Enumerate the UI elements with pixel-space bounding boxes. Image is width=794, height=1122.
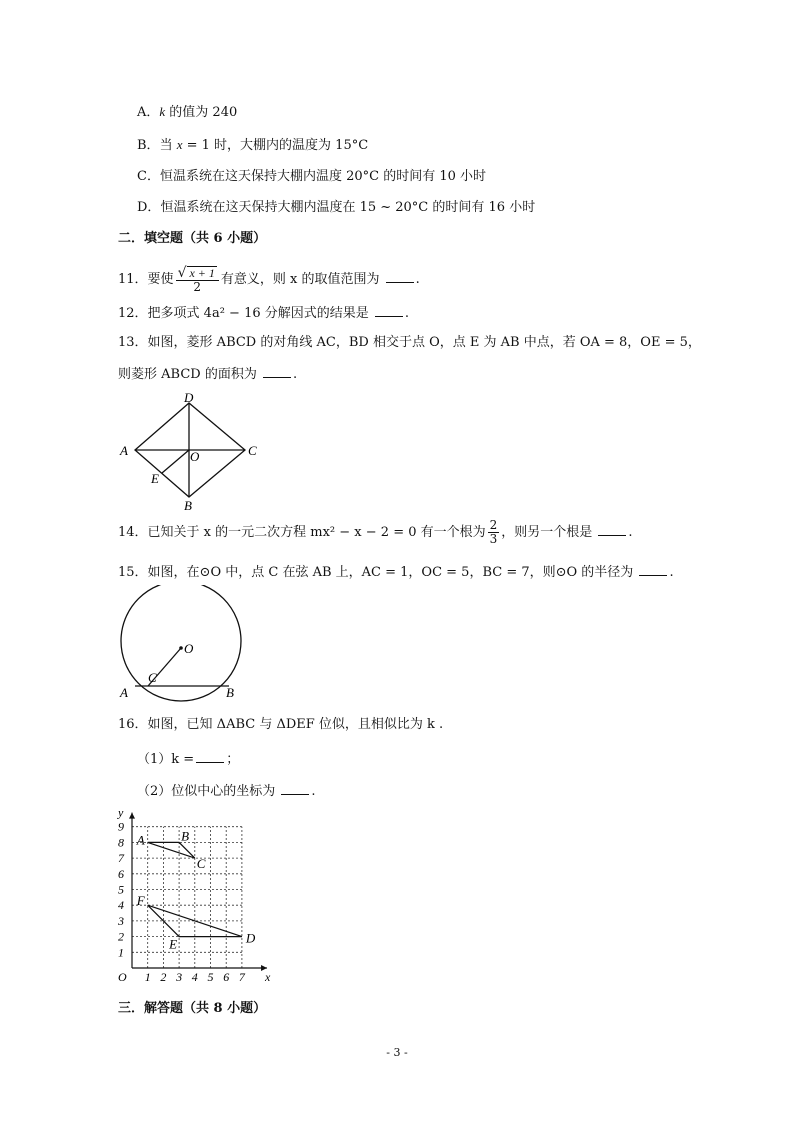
q12-answer-blank[interactable] bbox=[375, 303, 403, 317]
x-tick-label: 4 bbox=[191, 970, 198, 984]
y-tick-label: 9 bbox=[118, 819, 124, 834]
q16-part1-answer-blank[interactable] bbox=[196, 749, 224, 763]
origin-label: O bbox=[118, 970, 127, 984]
y-tick-label: 2 bbox=[118, 929, 124, 944]
label-c: C bbox=[148, 670, 157, 685]
question-16: 16．如图，已知 ΔABC 与 ΔDEF 位似，且相似比为 k . bbox=[118, 717, 444, 732]
y-tick-label: 6 bbox=[118, 866, 124, 881]
y-axis-arrow bbox=[129, 813, 135, 819]
q13-answer-blank[interactable] bbox=[263, 364, 291, 378]
y-tick-label: 1 bbox=[118, 945, 124, 960]
label-o: O bbox=[190, 449, 200, 464]
q11-answer-blank[interactable] bbox=[386, 269, 414, 283]
option-b: B．当 x = 1 时，大棚内的温度为 15°C bbox=[137, 137, 369, 153]
label-d: D bbox=[184, 390, 194, 405]
q11-fraction: $\frac{√ x + 1}{2}$ bbox=[176, 266, 219, 294]
option-a: A．k 的值为 240 bbox=[137, 104, 238, 120]
y-tick-label: 5 bbox=[118, 882, 124, 897]
label-e: E bbox=[151, 471, 159, 486]
q14-fraction: $\frac{2}{3}$ bbox=[489, 518, 498, 546]
y-tick-label: 7 bbox=[118, 851, 124, 866]
q16-part2-answer-blank[interactable] bbox=[281, 781, 309, 795]
y-tick-label: 4 bbox=[118, 898, 124, 913]
x-tick-label: 6 bbox=[223, 970, 230, 984]
q15-answer-blank[interactable] bbox=[639, 562, 667, 576]
label-o: O bbox=[184, 641, 194, 656]
question-13-line2: 则菱形 ABCD 的面积为 . bbox=[118, 364, 297, 384]
y-tick-label: 8 bbox=[118, 835, 124, 850]
point-label-f: F bbox=[136, 893, 145, 909]
coordinate-grid-figure bbox=[112, 808, 277, 988]
triangle-abc bbox=[148, 842, 195, 858]
question-16-part2: （2）位似中心的坐标为 . bbox=[137, 781, 316, 801]
point-label-d: D bbox=[245, 930, 256, 946]
q14-answer-blank[interactable] bbox=[598, 522, 626, 536]
question-13-line1: 13．如图，菱形 ABCD 的对角线 AC，BD 相交于点 O，点 E 为 AB 中点，若 OA = 8，OE = 5， bbox=[118, 335, 701, 350]
question-11: 11．要使 $\frac{√ x + 1}{2}$ 有意义，则 x 的取值范围为 . bbox=[118, 264, 420, 294]
x-tick-label: 1 bbox=[144, 970, 151, 984]
y-tick-label: 3 bbox=[118, 913, 124, 928]
question-15: 15．如图，在⊙O 中，点 C 在弦 AB 上，AC = 1，OC = 5，BC = 7，则⊙O 的半径为 . bbox=[118, 562, 674, 582]
label-a: A bbox=[120, 443, 128, 458]
section-2-title: 二．填空题（共 6 小题） bbox=[118, 231, 267, 246]
circle-figure bbox=[112, 585, 252, 707]
option-c: C．恒温系统在这天保持大棚内温度 20°C 的时间有 10 小时 bbox=[137, 169, 487, 184]
point-label-b: B bbox=[181, 828, 190, 844]
point-label-e: E bbox=[169, 936, 178, 952]
point-label-c: C bbox=[196, 856, 206, 872]
question-16-part1: （1）k = ； bbox=[137, 749, 239, 769]
section-3-title: 三．解答题（共 8 小题） bbox=[118, 1001, 267, 1016]
question-14: 14．已知关于 x 的一元二次方程 mx² − x − 2 = 0 有一个根为 $\frac{2}{3}$ ，则另一个根是 . bbox=[118, 518, 633, 546]
x-tick-label: 5 bbox=[207, 970, 214, 984]
label-a: A bbox=[120, 685, 128, 700]
point-label-a: A bbox=[136, 832, 145, 848]
x-tick-label: 2 bbox=[160, 970, 167, 984]
label-b: B bbox=[184, 498, 192, 512]
rhombus-figure bbox=[115, 390, 265, 512]
x-tick-label: 3 bbox=[176, 970, 183, 984]
question-12: 12．把多项式 4a² − 16 分解因式的结果是 . bbox=[118, 303, 409, 323]
label-b: B bbox=[226, 685, 234, 700]
page-number: - 3 - bbox=[386, 1046, 408, 1059]
label-c: C bbox=[248, 443, 257, 458]
option-d: D．恒温系统在这天保持大棚内温度在 15 ~ 20°C 的时间有 16 小时 bbox=[137, 200, 536, 215]
x-tick-label: 7 bbox=[238, 970, 245, 984]
x-axis-label: x bbox=[265, 970, 271, 984]
y-axis-label: y bbox=[118, 808, 124, 820]
